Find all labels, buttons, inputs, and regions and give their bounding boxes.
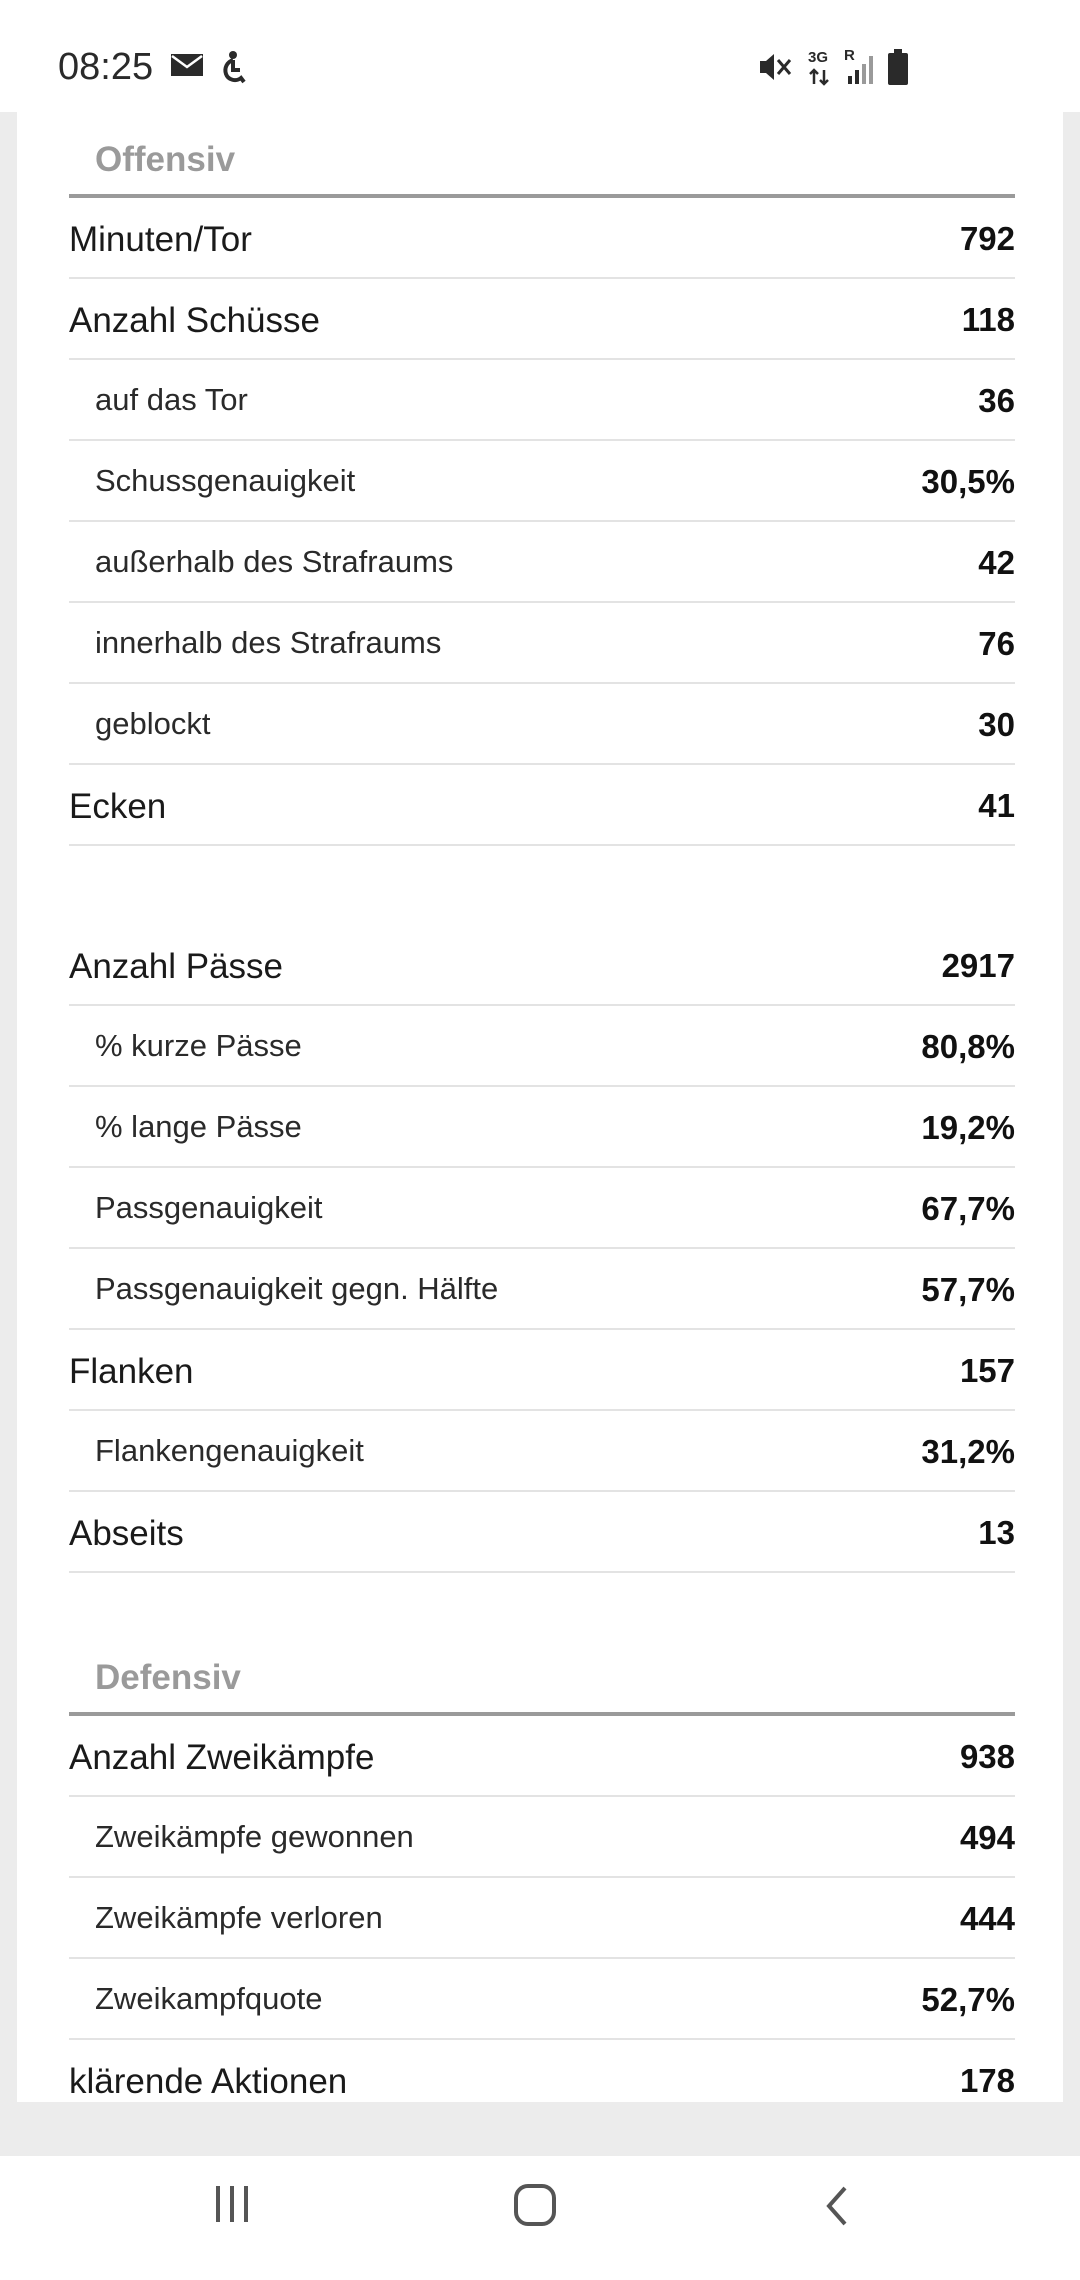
stat-row (69, 279, 1015, 360)
section-title: Defensiv (95, 1658, 241, 1697)
3g-data-icon (806, 48, 836, 82)
stat-row (69, 1716, 1015, 1797)
stat-value: 494 (959, 1819, 1015, 1856)
stat-label: innerhalb des Strafraums (95, 625, 442, 660)
section-header-defensiv (69, 1630, 1015, 1716)
stat-row (69, 2040, 1015, 2102)
stat-label: außerhalb des Strafraums (95, 544, 454, 579)
stat-subrow (69, 1878, 1015, 1959)
stat-label: Schussgenauigkeit (95, 463, 356, 498)
stat-value: 2917 (941, 947, 1015, 984)
recent-apps-icon[interactable] (192, 2182, 272, 2252)
stat-label: Abseits (69, 1514, 184, 1553)
stat-subrow (69, 1087, 1015, 1168)
stat-row (69, 765, 1015, 846)
stat-label: Anzahl Schüsse (69, 301, 320, 340)
network-type-label: 3G (808, 49, 829, 66)
back-icon[interactable] (797, 2182, 877, 2252)
section-header-offensiv (69, 112, 1015, 198)
mail-icon (170, 50, 204, 84)
stat-subrow (69, 360, 1015, 441)
roaming-label: R (844, 47, 855, 64)
stat-label: Passgenauigkeit gegn. Hälfte (95, 1271, 499, 1306)
stat-value: 80,8% (921, 1028, 1015, 1065)
battery-icon (886, 48, 910, 82)
stat-subrow (69, 522, 1015, 603)
navigation-bar (0, 2156, 1080, 2280)
stat-subrow (69, 603, 1015, 684)
stat-value: 31,2% (921, 1433, 1015, 1470)
stat-label: geblockt (95, 706, 211, 741)
stat-subrow (69, 441, 1015, 522)
stat-row (69, 198, 1015, 279)
stat-value: 52,7% (921, 1981, 1015, 2018)
stat-value: 42 (978, 544, 1015, 581)
stats-content[interactable] (17, 112, 1063, 2102)
stat-value: 13 (978, 1514, 1015, 1551)
accessibility-icon (218, 50, 248, 84)
stat-subrow (69, 1006, 1015, 1087)
stat-value: 76 (978, 625, 1015, 662)
stat-subrow (69, 1249, 1015, 1330)
stat-label: Anzahl Pässe (69, 947, 284, 986)
stat-label: Anzahl Zweikämpfe (69, 1738, 375, 1777)
stat-value: 67,7% (921, 1190, 1015, 1227)
stat-value: 792 (959, 220, 1015, 257)
stat-label: Passgenauigkeit (95, 1190, 323, 1225)
mute-icon (758, 50, 792, 84)
stat-row (69, 1492, 1015, 1573)
stat-label: Ecken (69, 787, 167, 826)
stat-label: klärende Aktionen (69, 2062, 348, 2101)
section-title: Offensiv (95, 140, 236, 179)
stat-label: Zweikämpfe verloren (95, 1900, 383, 1935)
home-icon[interactable] (495, 2182, 575, 2252)
stat-subrow (69, 1411, 1015, 1492)
stat-value: 19,2% (921, 1109, 1015, 1146)
stat-label: % kurze Pässe (95, 1028, 302, 1063)
stat-label: Zweikämpfe gewonnen (95, 1819, 414, 1854)
status-bar (0, 0, 1080, 112)
stat-label: Minuten/Tor (69, 220, 252, 259)
stat-value: 30 (978, 706, 1015, 743)
stat-value: 444 (959, 1900, 1015, 1937)
stat-value: 938 (959, 1738, 1015, 1775)
signal-roaming-icon (844, 46, 876, 80)
status-time: 08:25 (58, 46, 154, 88)
stat-label: auf das Tor (95, 382, 248, 417)
stat-label: Flanken (69, 1352, 194, 1391)
stat-subrow (69, 1168, 1015, 1249)
stat-value: 41 (978, 787, 1015, 824)
stat-subrow (69, 1797, 1015, 1878)
stat-label: Flankengenauigkeit (95, 1433, 364, 1468)
stat-value: 57,7% (921, 1271, 1015, 1308)
stat-subrow (69, 684, 1015, 765)
stat-row (69, 1330, 1015, 1411)
stat-label: % lange Pässe (95, 1109, 302, 1144)
stat-value: 157 (959, 1352, 1015, 1389)
stat-value: 36 (978, 382, 1015, 419)
stat-row (69, 925, 1015, 1006)
stat-value: 118 (961, 301, 1015, 338)
stat-value: 30,5% (921, 463, 1015, 500)
stat-label: Zweikampfquote (95, 1981, 323, 2016)
stat-value: 178 (959, 2062, 1015, 2099)
stat-subrow (69, 1959, 1015, 2040)
